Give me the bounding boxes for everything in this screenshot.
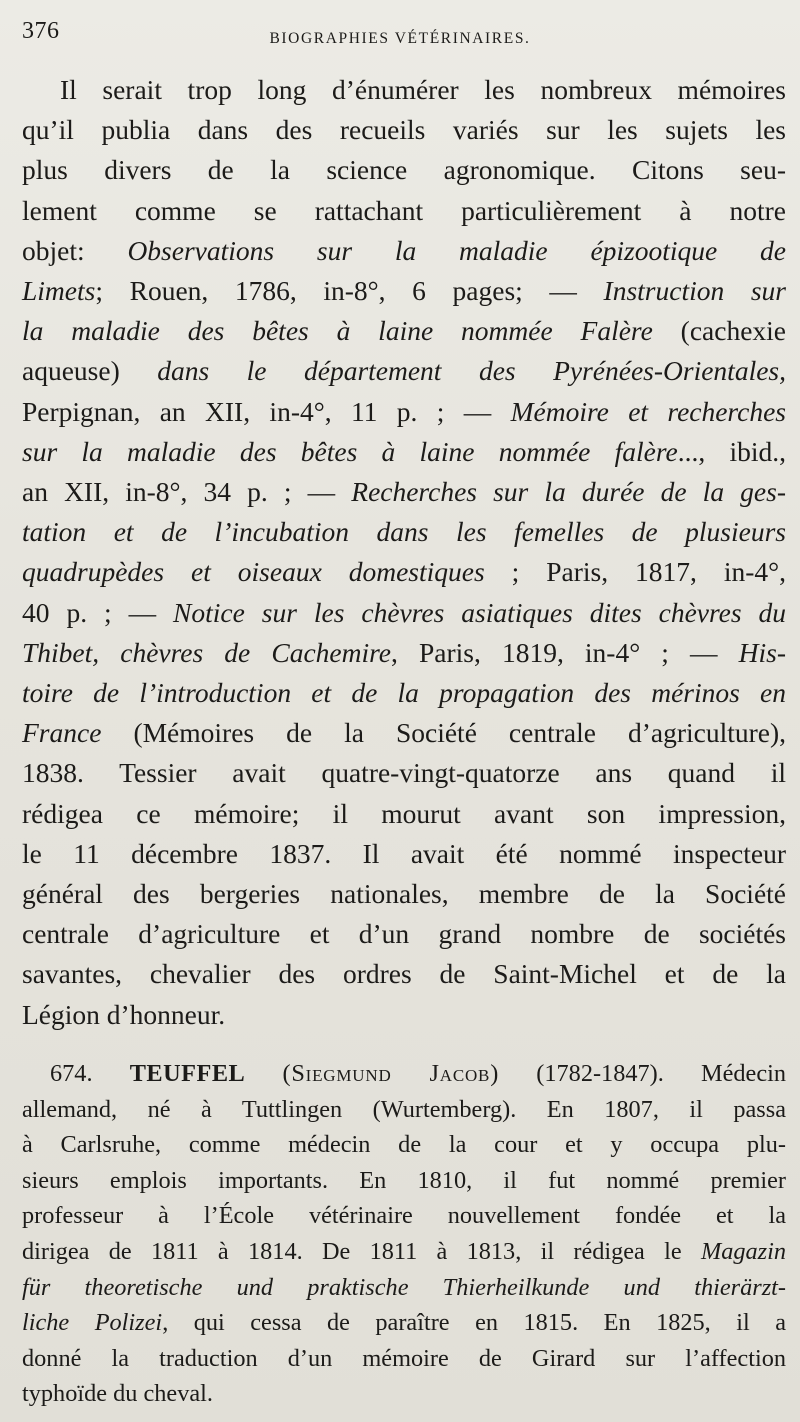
- text-line: quadrupèdes et oiseaux domestiques ; Paris, 1817, in-4°,: [22, 556, 786, 588]
- entry-teuffel: [22, 1056, 786, 1412]
- text-line: donné la traduction d’un mémoire de Girard sur l’affection: [22, 1344, 786, 1372]
- text-line: 1838. Tessier avait quatre-vingt-quatorze ans quand il: [22, 757, 786, 789]
- text-line: 40 p. ; — Notice sur les chèvres asiatiques dites chèvres du: [22, 596, 787, 628]
- text-line: savantes, chevalier des ordres de Saint-Michel et de la: [22, 958, 786, 990]
- text-line: tation et de l’incubation dans les femelles de plusieurs: [22, 516, 786, 548]
- entry-given-names: (Siegmund Jacob): [282, 1060, 500, 1087]
- text-line: Il serait trop long d’énumérer les nombreux mémoires: [60, 74, 786, 105]
- text-line: für theoretische und praktische Thierheilkunde und thierärzt-: [22, 1273, 786, 1301]
- text-line: dirigea de 1811 à 1814. De 1811 à 1813, il rédigea le Magazin: [22, 1237, 786, 1265]
- text-line: toire de l’introduction et de la propagation des mérinos en: [22, 677, 786, 709]
- text-line: la maladie des bêtes à laine nommée Falère (cachexie: [22, 315, 786, 347]
- paragraph-tessier-works: [22, 70, 786, 1035]
- text-line: aqueuse) dans le département des Pyrénées-Orientales,: [22, 355, 786, 387]
- text-line: rédigea ce mémoire; il mourut avant son impression,: [22, 797, 786, 829]
- entry-dates: (1782-1847). Médecin: [499, 1060, 786, 1087]
- page-number: 376: [22, 18, 60, 44]
- text-line: à Carlsruhe, comme médecin de la cour et y occupa plu-: [22, 1131, 786, 1159]
- text-line: an XII, in-8°, 34 p. ; — Recherches sur la durée de la ges-: [22, 476, 786, 508]
- text-line: centrale d’agriculture et d’un grand nombre de sociétés: [22, 918, 786, 950]
- text-line: typhoïde du cheval.: [22, 1380, 213, 1408]
- text-line: liche Polizei, qui cessa de paraître en 1815. En 1825, il a: [22, 1309, 786, 1337]
- text-line: allemand, né à Tuttlingen (Wurtemberg). En 1807, il passa: [22, 1095, 786, 1123]
- text-line: sur la maladie des bêtes à laine nommée falère..., ibid.,: [22, 435, 787, 467]
- text-line: sieurs emplois importants. En 1810, il fut nommé premier: [22, 1166, 786, 1194]
- text-line: professeur à l’École vétérinaire nouvellement fondée et la: [22, 1202, 786, 1230]
- running-head: BIOGRAPHIES VÉTÉRINAIRES.: [269, 30, 531, 47]
- text-line: France (Mémoires de la Société centrale d’agriculture),: [22, 717, 786, 749]
- text-line: objet: Observations sur la maladie épizootique de: [22, 234, 786, 266]
- entry-number: 674.: [50, 1060, 130, 1087]
- text-line: Limets; Rouen, 1786, in-8°, 6 pages; — Instruction sur: [22, 275, 786, 307]
- text-line: lement comme se rattachant particulièrement à notre: [22, 194, 786, 226]
- text-line: général des bergeries nationales, membre de la Société: [22, 878, 786, 910]
- text-line: le 11 décembre 1837. Il avait été nommé inspecteur: [22, 837, 786, 869]
- entry-name: TEUFFEL: [129, 1060, 246, 1087]
- entry-heading-line: [22, 1056, 786, 1092]
- text-line: Légion d’honneur.: [22, 998, 226, 1030]
- text-line: plus divers de la science agronomique. Citons seu-: [22, 154, 786, 186]
- text-line: qu’il publia dans des recueils variés sur les sujets les: [22, 114, 786, 146]
- text-line: Perpignan, an XII, in-4°, 11 p. ; — Mémoire et recherches: [22, 395, 786, 427]
- text-line: Thibet, chèvres de Cachemire, Paris, 1819, in-4° ; — His-: [22, 636, 786, 668]
